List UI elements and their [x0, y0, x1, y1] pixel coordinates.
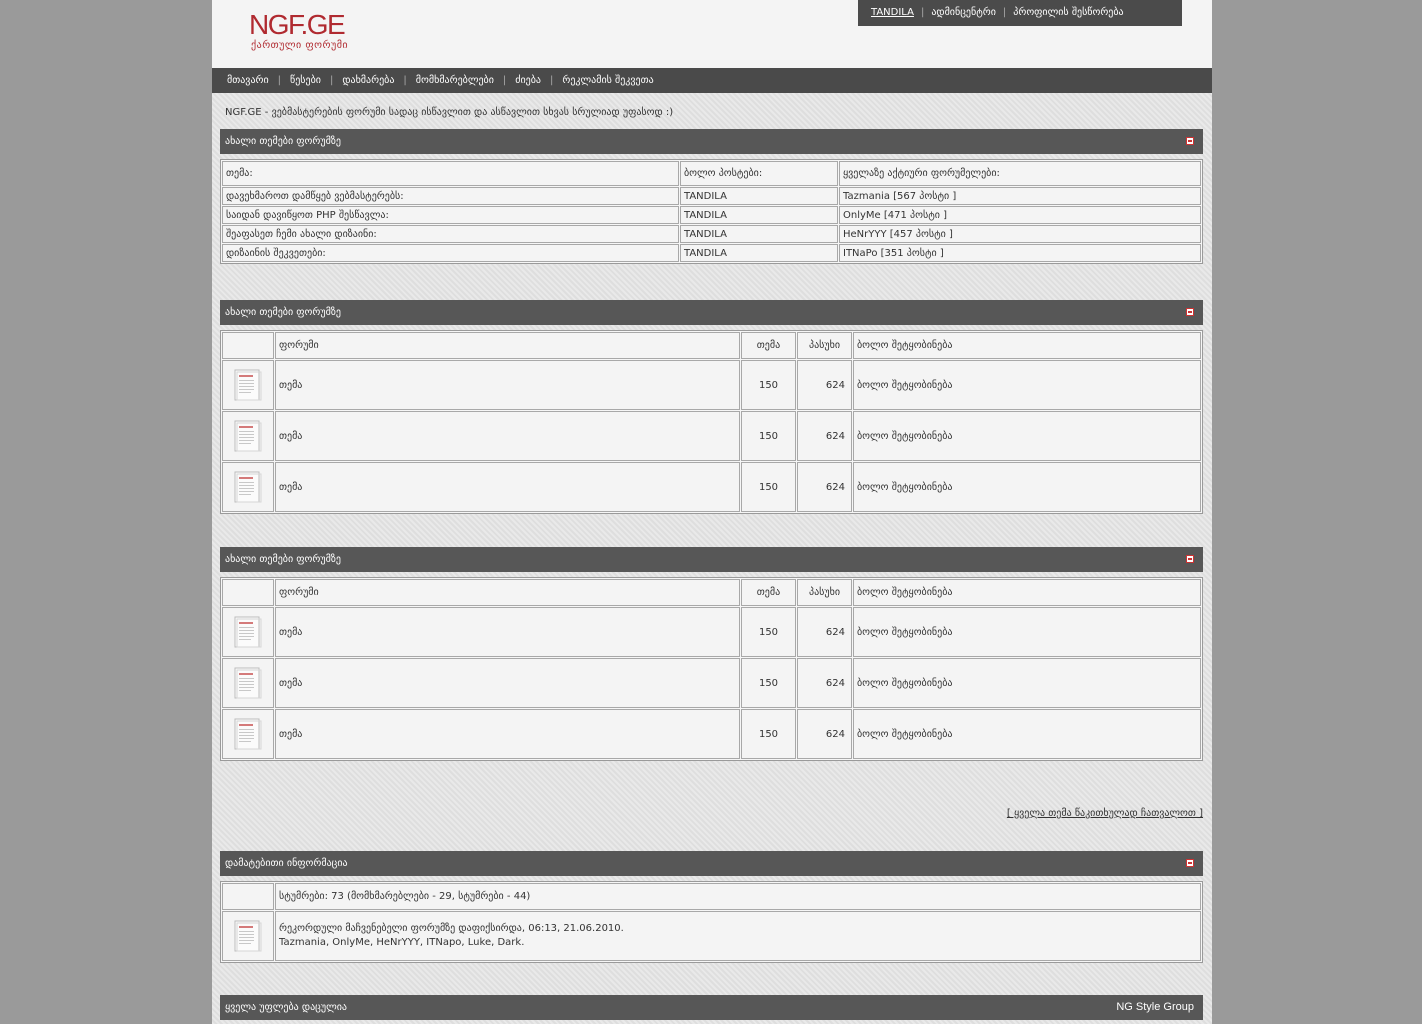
info-icon-cell	[222, 883, 274, 910]
record-info-cell	[275, 911, 1201, 961]
section-header-forums-1	[220, 300, 1203, 325]
footer	[220, 995, 1203, 1020]
replies-count: 624	[797, 360, 852, 410]
section-header-latest-topics	[220, 129, 1203, 154]
document-icon	[234, 920, 262, 952]
last-poster[interactable]: TANDILA	[680, 244, 838, 262]
topics-count: 150	[741, 411, 796, 461]
topic-link[interactable]: დავეხმაროთ დამწყებ ვებმასტერებს:	[222, 187, 679, 205]
forum-link[interactable]: თემა	[275, 411, 740, 461]
topic-link[interactable]: შეაფასეთ ჩემი ახალი დიზაინი:	[222, 225, 679, 243]
col-header-icon	[222, 579, 274, 606]
last-message[interactable]: ბოლო შეტყობინება	[853, 709, 1201, 759]
document-icon	[234, 718, 262, 750]
col-header-last-message: ბოლო შეტყობინება	[853, 579, 1201, 606]
table-row	[222, 658, 1201, 708]
header	[212, 0, 1212, 68]
document-icon	[234, 420, 262, 452]
topics-count: 150	[741, 607, 796, 657]
section-title: დამატებითი ინფორმაცია	[225, 858, 348, 869]
separator: |	[550, 75, 554, 86]
active-user[interactable]: OnlyMe [471 პოსტი ]	[839, 206, 1201, 224]
topics-count: 150	[741, 658, 796, 708]
forum-link[interactable]: თემა	[275, 709, 740, 759]
table-header-row	[222, 161, 1201, 186]
online-users[interactable]: Tazmania, OnlyMe, HeNrYYY, ITNapo, Luke, Dark.	[279, 937, 525, 948]
user-bar	[858, 0, 1182, 26]
last-poster[interactable]: TANDILA	[680, 225, 838, 243]
nav-home[interactable]: მთავარი	[227, 75, 269, 86]
replies-count: 624	[797, 411, 852, 461]
active-user[interactable]: ITNaPo [351 პოსტი ]	[839, 244, 1201, 262]
profile-edit-link[interactable]: პროფილის შესწორება	[1013, 7, 1124, 18]
welcome-text: NGF.GE - ვებმასტერების ფორუმი სადაც ისწავლით და ასწავლით სხვას სრულიად უფასოდ :)	[225, 107, 674, 118]
stats-table	[220, 159, 1203, 264]
col-header-topics: თემა	[741, 579, 796, 606]
forum-link[interactable]: თემა	[275, 360, 740, 410]
topics-count: 150	[741, 709, 796, 759]
table-row	[222, 883, 1201, 910]
separator: |	[277, 75, 282, 86]
topics-count: 150	[741, 360, 796, 410]
table-row	[222, 244, 1201, 262]
logo-title: NGF.GE	[249, 9, 345, 40]
admin-center-link[interactable]: ადმინცენტრი	[931, 7, 996, 18]
last-message[interactable]: ბოლო შეტყობინება	[853, 658, 1201, 708]
separator: |	[502, 75, 507, 86]
mark-all-read-link[interactable]: [ ყველა თემა წაკითხულად ჩათვალოთ ]	[1006, 808, 1203, 819]
last-message[interactable]: ბოლო შეტყობინება	[853, 462, 1201, 512]
forum-icon-cell	[222, 607, 274, 657]
document-icon	[234, 369, 262, 401]
table-row	[222, 911, 1201, 961]
forum-icon-cell	[222, 462, 274, 512]
last-message[interactable]: ბოლო შეტყობინება	[853, 360, 1201, 410]
col-header-replies: პასუხი	[797, 332, 852, 359]
section-title: ახალი თემები ფორუმზე	[225, 307, 341, 318]
active-user[interactable]: HeNrYYY [457 პოსტი ]	[839, 225, 1201, 243]
forum-icon-cell	[222, 360, 274, 410]
replies-count: 624	[797, 607, 852, 657]
forum-link[interactable]: თემა	[275, 607, 740, 657]
table-row	[222, 187, 1201, 205]
col-header-forum: ფორუმი	[275, 332, 740, 359]
main-nav	[212, 68, 1212, 93]
table-row	[222, 360, 1201, 410]
table-row	[222, 709, 1201, 759]
copyright: ყველა უფლება დაცულია	[225, 1002, 348, 1013]
replies-count: 624	[797, 658, 852, 708]
info-icon-cell	[222, 911, 274, 961]
table-row	[222, 206, 1201, 224]
section-title: ახალი თემები ფორუმზე	[225, 554, 341, 565]
table-row	[222, 607, 1201, 657]
col-header-topic: თემა:	[222, 161, 679, 186]
forum-icon-cell	[222, 658, 274, 708]
forum-link[interactable]: თემა	[275, 462, 740, 512]
credits[interactable]: NG Style Group	[1116, 1001, 1194, 1013]
info-table	[220, 881, 1203, 963]
logo-subtitle: ქართული ფორუმი	[251, 40, 349, 51]
nav-rules[interactable]: წესები	[290, 75, 321, 86]
col-header-last-message: ბოლო შეტყობინება	[853, 332, 1201, 359]
separator: |	[329, 75, 334, 86]
document-icon	[234, 667, 262, 699]
document-icon	[234, 471, 262, 503]
mark-all-read	[1007, 808, 1203, 819]
username-link[interactable]: TANDILA	[871, 7, 914, 18]
collapse-icon[interactable]	[1186, 308, 1194, 316]
last-message[interactable]: ბოლო შეტყობინება	[853, 607, 1201, 657]
col-header-replies: პასუხი	[797, 579, 852, 606]
separator: |	[1002, 7, 1007, 18]
table-header-row	[222, 332, 1201, 359]
document-icon	[234, 616, 262, 648]
nav-help[interactable]: დახმარება	[342, 75, 395, 86]
col-header-forum: ფორუმი	[275, 579, 740, 606]
section-title: ახალი თემები ფორუმზე	[225, 136, 341, 147]
topic-link[interactable]: საიდან დავიწყოთ PHP შესწავლა:	[222, 206, 679, 224]
page	[212, 0, 1212, 1024]
active-user[interactable]: Tazmania [567 პოსტი ]	[839, 187, 1201, 205]
last-poster[interactable]: TANDILA	[680, 187, 838, 205]
forum-icon-cell	[222, 411, 274, 461]
section-header-info	[220, 851, 1203, 876]
col-header-last-posts: ბოლო პოსტები:	[680, 161, 838, 186]
replies-count: 624	[797, 709, 852, 759]
separator: |	[403, 75, 407, 86]
forum-icon-cell	[222, 709, 274, 759]
separator: |	[920, 7, 925, 18]
last-poster[interactable]: TANDILA	[680, 206, 838, 224]
table-header-row	[222, 579, 1201, 606]
logo[interactable]	[249, 10, 348, 52]
table-row	[222, 225, 1201, 243]
table-row	[222, 462, 1201, 512]
col-header-icon	[222, 332, 274, 359]
nav-users[interactable]: მომხმარებლები	[415, 75, 494, 86]
col-header-active-users: ყველაზე აქტიური ფორუმელები:	[839, 161, 1201, 186]
table-row	[222, 411, 1201, 461]
forum-table-2	[220, 577, 1203, 761]
col-header-topics: თემა	[741, 332, 796, 359]
topic-link[interactable]: დიზაინის შეკვეთები:	[222, 244, 679, 262]
collapse-icon[interactable]	[1186, 555, 1194, 563]
replies-count: 624	[797, 462, 852, 512]
nav-search[interactable]: ძიება	[515, 75, 542, 86]
last-message[interactable]: ბოლო შეტყობინება	[853, 411, 1201, 461]
collapse-icon[interactable]	[1186, 859, 1194, 867]
record-info: რეკორდული მაჩვენებელი ფორუმზე დაფიქსირდა, 06:13, 21.06.2010.	[279, 923, 624, 934]
forum-table-1	[220, 330, 1203, 514]
topics-count: 150	[741, 462, 796, 512]
guests-info: სტუმრები: 73 (მომხმარებლები - 29, სტუმრები - 44)	[275, 883, 1201, 910]
nav-ad-order[interactable]: რეკლამის შეკვეთა	[562, 75, 654, 86]
forum-link[interactable]: თემა	[275, 658, 740, 708]
collapse-icon[interactable]	[1186, 137, 1194, 145]
section-header-forums-2	[220, 547, 1203, 572]
